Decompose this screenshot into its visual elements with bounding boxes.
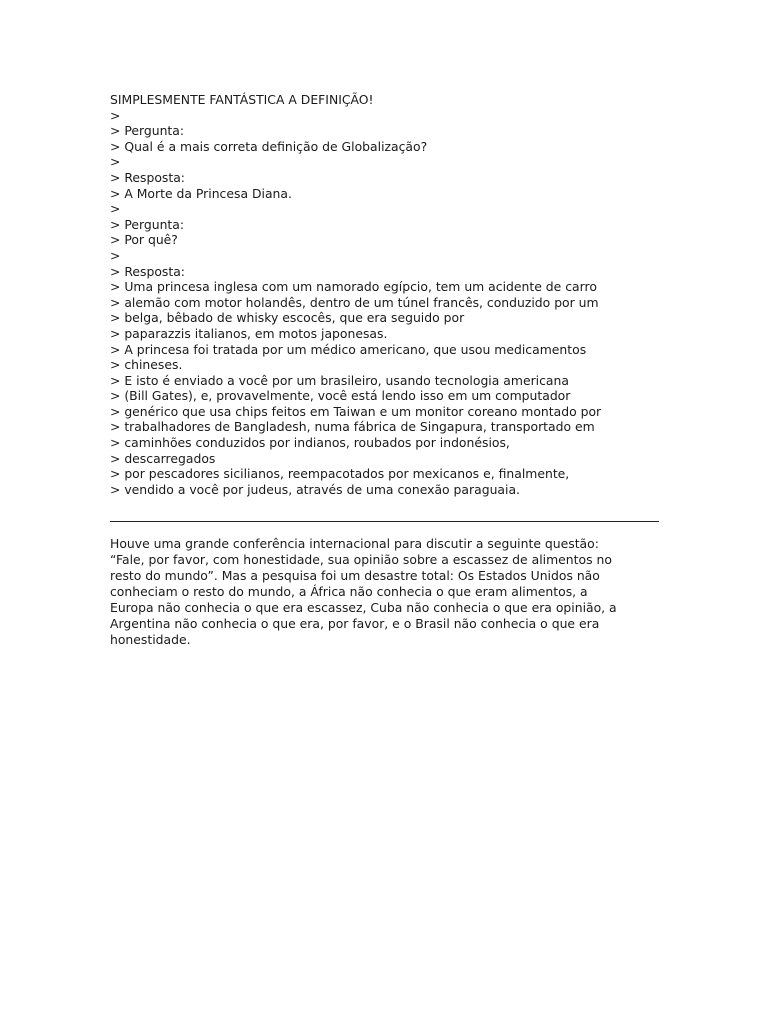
email-line: > descarregados xyxy=(110,450,216,466)
story-line: resto do mundo”. Mas a pesquisa foi um desastre total: Os Estados Unidos não xyxy=(110,568,600,584)
story-line: Houve uma grande conferência internacional para discutir a seguinte questão: xyxy=(110,536,599,552)
email-line: > paparazzis italianos, em motos japonesas. xyxy=(110,325,388,341)
email-line: > xyxy=(110,107,121,123)
email-line: > trabalhadores de Bangladesh, numa fábrica de Singapura, transportado em xyxy=(110,419,595,435)
email-line: > Uma princesa inglesa com um namorado egípcio, tem um acidente de carro xyxy=(110,279,597,295)
email-line: > xyxy=(110,154,121,170)
email-line: > xyxy=(110,247,121,263)
email-line: > A princesa foi tratada por um médico americano, que usou medicamentos xyxy=(110,341,587,357)
horizontal-divider xyxy=(110,521,659,522)
story-paragraph xyxy=(110,536,650,647)
story-line: conheciam o resto do mundo, a África não conhecia o que eram alimentos, a xyxy=(110,584,588,600)
email-title: SIMPLESMENTE FANTÁSTICA A DEFINIÇÃO! xyxy=(110,92,374,107)
email-line: > belga, bêbado de whisky escocês, que era seguido por xyxy=(110,310,465,326)
email-body xyxy=(110,92,670,497)
story-line: Argentina não conhecia o que era, por favor, e o Brasil não conhecia o que era xyxy=(110,615,600,631)
email-line: > Pergunta: xyxy=(110,216,185,232)
email-line: > por pescadores sicilianos, reempacotados por mexicanos e, finalmente, xyxy=(110,466,570,482)
email-line: > chineses. xyxy=(110,357,183,373)
email-line: > Qual é a mais correta definição de Globalização? xyxy=(110,138,428,154)
document-page xyxy=(110,92,670,648)
email-line: > Por quê? xyxy=(110,232,178,248)
story-line: Europa não conhecia o que era escassez, Cuba não conhecia o que era opinião, a xyxy=(110,600,617,615)
story-line: honestidade. xyxy=(110,631,191,647)
email-line: > A Morte da Princesa Diana. xyxy=(110,185,292,201)
email-line: > genérico que usa chips feitos em Taiwan e um monitor coreano montado por xyxy=(110,403,602,419)
story-line: “Fale, por favor, com honestidade, sua opinião sobre a escassez de alimentos no xyxy=(110,552,612,568)
email-line: > Resposta: xyxy=(110,263,185,279)
email-line: > caminhões conduzidos por indianos, roubados por indonésios, xyxy=(110,435,510,451)
email-line: > Resposta: xyxy=(110,169,185,185)
email-line: > Pergunta: xyxy=(110,123,185,139)
email-line: > alemão com motor holandês, dentro de um túnel francês, conduzido por um xyxy=(110,294,599,310)
email-line: > vendido a você por judeus, através de uma conexão paraguaia. xyxy=(110,481,520,497)
email-line: > (Bill Gates), e, provavelmente, você está lendo isso em um computador xyxy=(110,388,571,404)
email-line: > xyxy=(110,201,121,217)
email-line: > E isto é enviado a você por um brasileiro, usando tecnologia americana xyxy=(110,372,569,388)
